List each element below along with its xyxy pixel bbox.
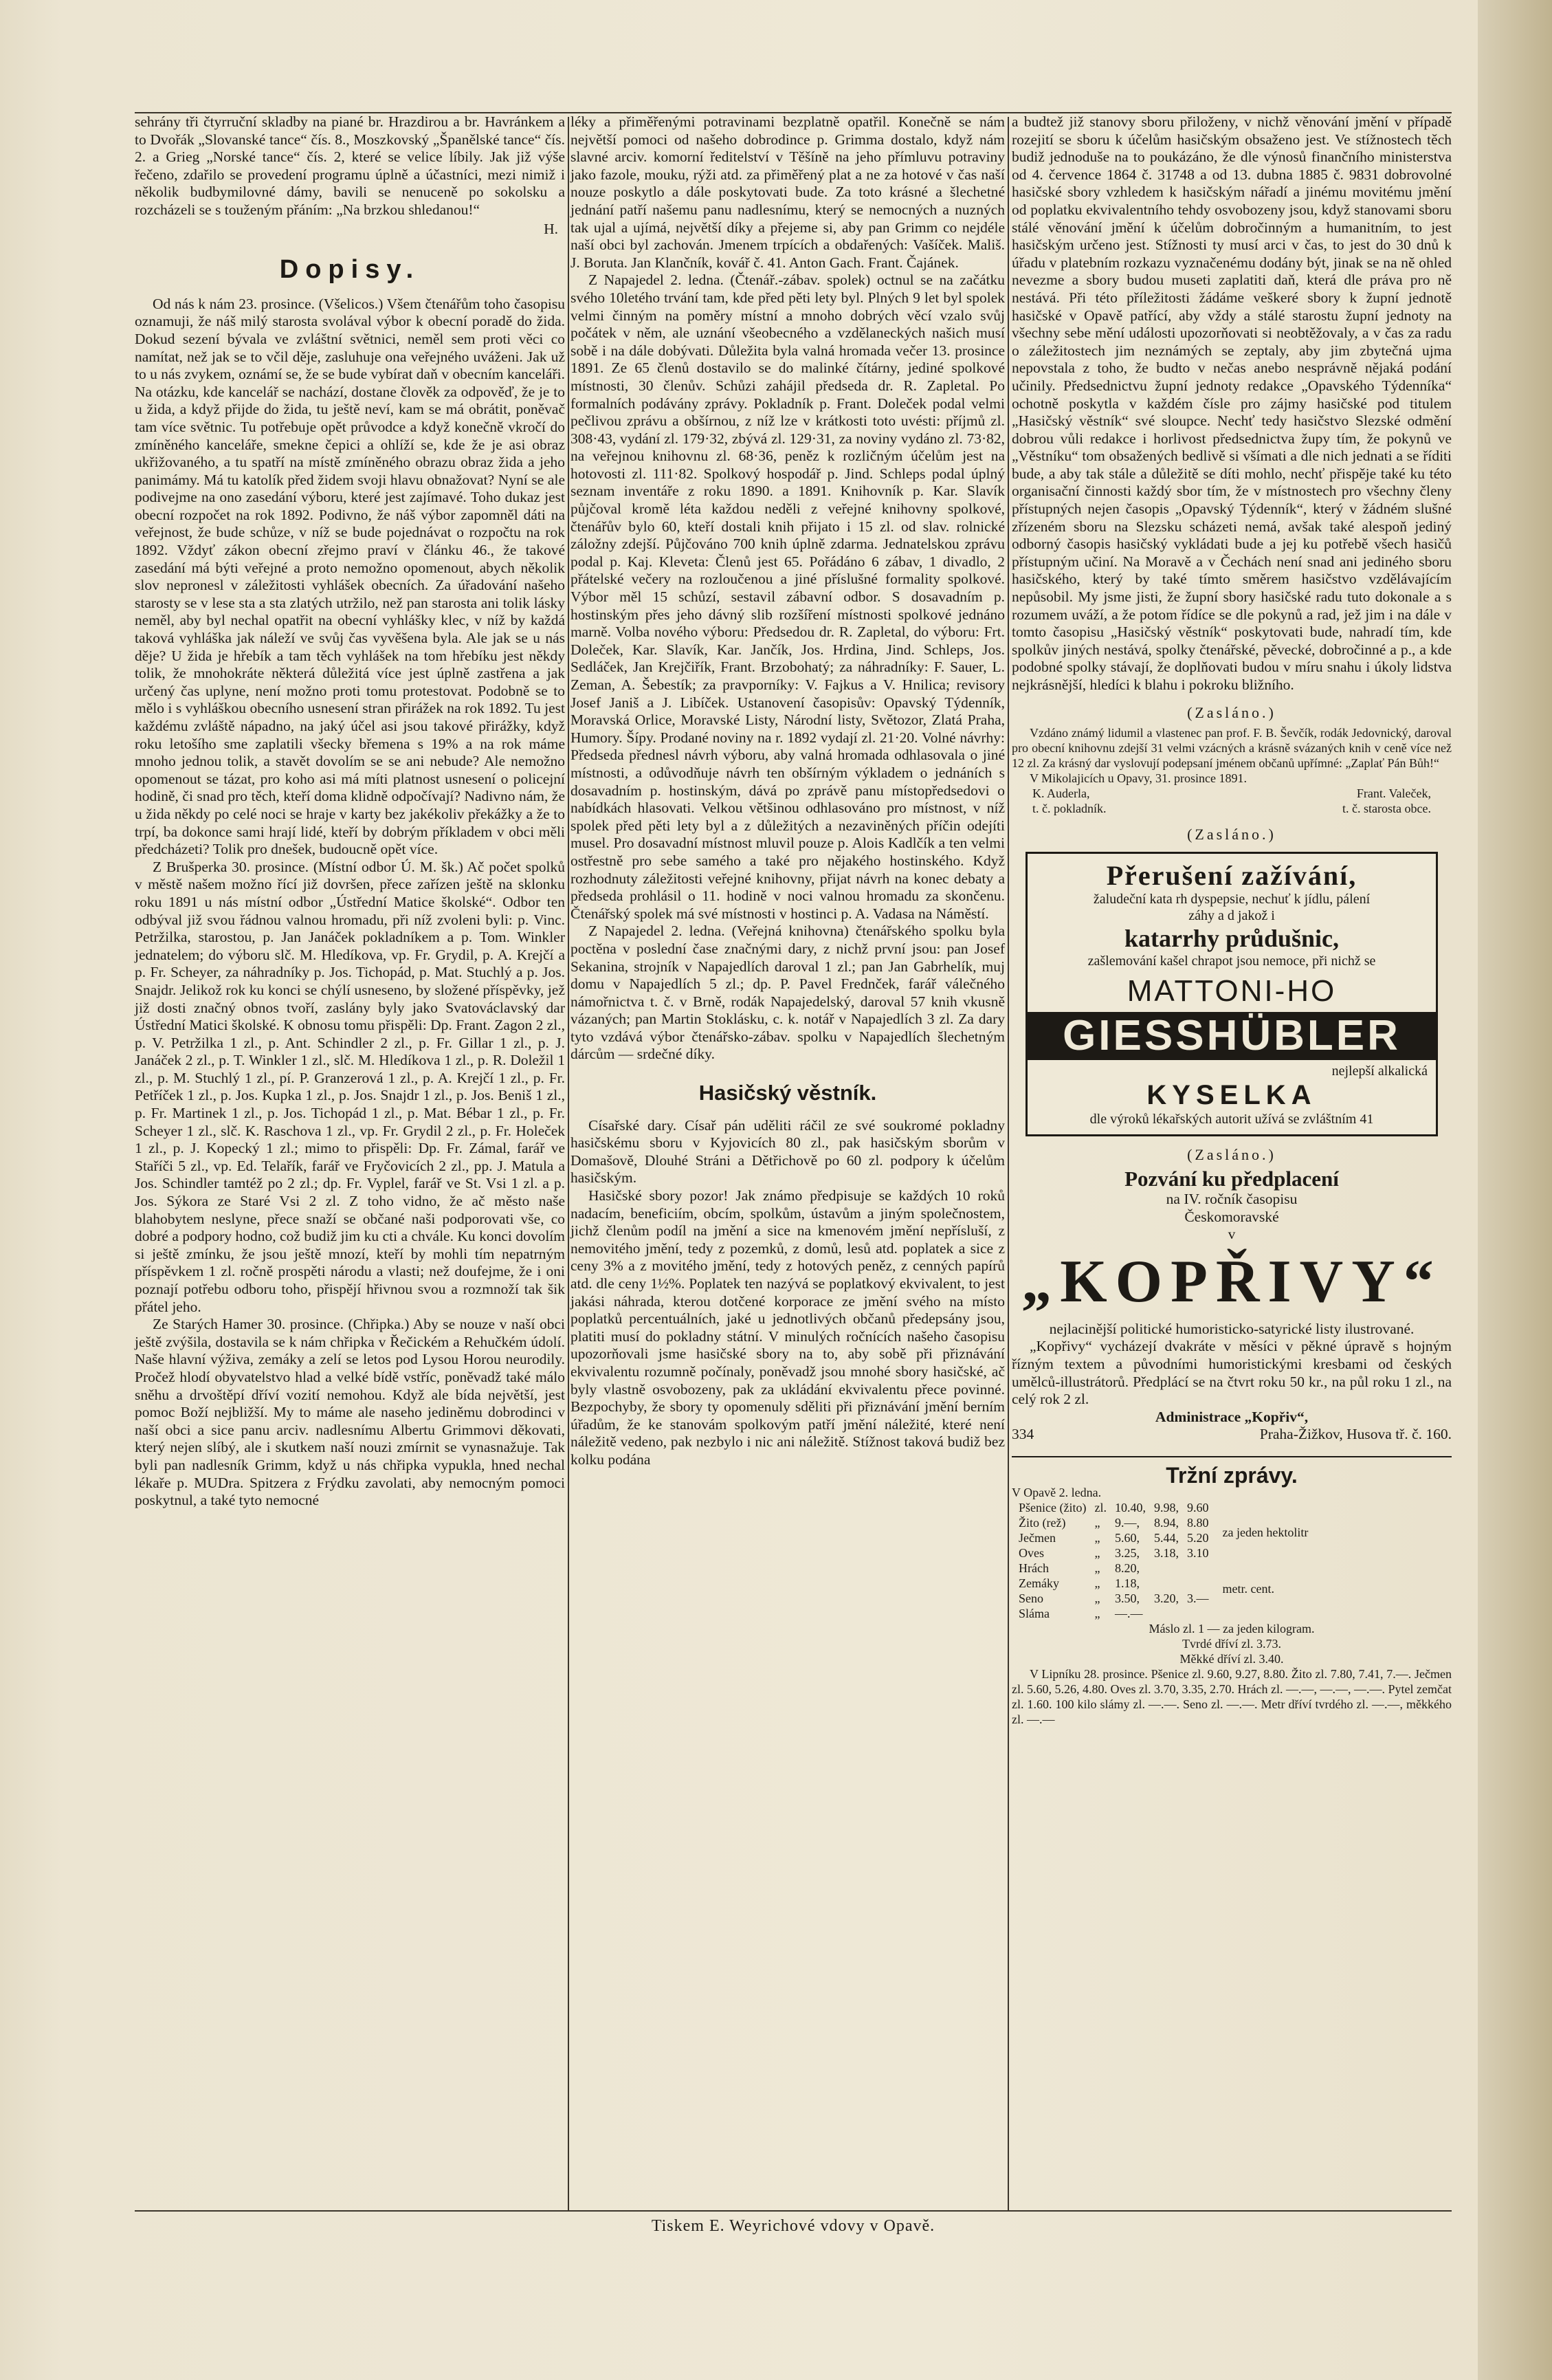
column-1 (135, 113, 565, 1510)
imprint-rule (135, 2210, 1452, 2212)
market-place-1: V Opavě 2. ledna. (1012, 1485, 1102, 1499)
market-cell-c (1183, 1576, 1213, 1591)
kopriva-ad-number: 334 (1012, 1426, 1034, 1443)
letter-od-nas: Od nás k nám 23. prosince. (Všelicos.) Všem čtenářům toho časopisu oznamuji, že náš milý starosta svolával výbor k obecní poradě do žida. Dokud sezení bývala ve zvláštní světnici, neměl sem proti věci co namítat, než jak se to včil děje, zasluhuje ona veřejného uváženi. Jak už to u nás zvykem, oznámí se, že se bude vybírat daň v obecním kanceláři. Na otázku, kde kancelář se nachází, dostane člověk za odpověď, že je to u žida, a když přijde do žida, tu ještě neví, kam se má obrátit, poněvač tam více světnic. Tu potřebuje opět průvodce a když konečně vkročí do zmíněného kanceláře, smekne čepici a ohlíží se, kde že je asi obraz ukřižovaného, a tu spatří na místě zmíněného obrazu obraz žida a jeho panimámy. Má tu katolík před židem svoji hlavu obnažovat? Nyní se ale podivejme na ono zasedání výboru, které jest zajímavé. Toho dukaz jest obecní rozpočet na rok 1892. Podivno, že náš výbor zapomněl dáti na veřejnost, že bude schůze, v níž se bude pojednávat o rozpočtu na rok 1892. Vždyť zákon obecní zřejmo praví v článku 46., že takové zasedání má býti veřejné a proto nemožno opomenout, abych několik slov nepronesl v záležitosti vyhlášek obecních. Za úřadování našeho starosty se v lese sta a sta zlatých utržilo, než pan starosta ani tolik lásky neměl, aby byl nechal opatřit na obecní vyhlášky klec, v níž by každá taková vyhláška jak náleží ve svůj čas vyvěšena byla. Ale jak se u nás děje? U žida je hřebík a tam těch vyhlášek na tom hřebíku jest někdy tolik, že mnohokráte některá důležitá více jest úplně zastřena a jak určený čas uplyne, není možno proti tomu protestovat. Podobně se to mělo i s vyhláškou obecního usnesení stran přirážek na rok 1892. Tu jest každému zvláště nápadno, na jaký účel asi jsou takové přirážky, když roku letošího sme zaplatili všecky břemena s 19% a na rok máme mnoho jednou tolik, a stavět dovolím se se ani nebude? Ale nemožno opomenout se tázat, pro koho asi má míti platnost usnesení o policejní hodině, či snad pro těch, kteří doma klidně odpočívají? Nadivno nám, že u žida někdy po celé noci se hraje v karty bez jakékoliv překážky a že to trpí, ba dokonce sami hrají lidé, kteří by dobrým příkladem v obci měli předcházeti? Tolik pro dnešek, budoucně opět více. (135, 295, 565, 858)
ad-footer (1036, 1111, 1428, 1127)
sig-right-role: t. č. starosta obce. (1342, 802, 1431, 816)
ad-line-2: záhy a d jakož i (1188, 907, 1275, 923)
sig-left-role: t. č. pokladník. (1032, 802, 1107, 816)
mattoni-advertisement (1026, 852, 1438, 1136)
market-cell-unit: „ (1094, 1515, 1100, 1530)
market-cell-b: 3.20, (1153, 1591, 1179, 1605)
kopriva-admin: Administrace „Kopřiv“, (1155, 1408, 1309, 1425)
kopriva-line-3: v (1228, 1226, 1236, 1243)
market-cell-b: 8.94, (1153, 1515, 1179, 1530)
kopriva-text: „Kopřivy“ vycházejí dvakráte v měsíci v pěkné úpravě s hojným řízným textem a původními humoristickými kresbami od českých umělců-illustrátorů. Předplácí se na čtvrt roku 50 kr., na půl roku 1 zl., na celý rok 2 zl. (1012, 1338, 1452, 1408)
page-fold-shadow (1478, 0, 1552, 2380)
column-3 (1012, 113, 1452, 1727)
market-row (1015, 1561, 1212, 1576)
market-cell-name: Zemáky (1019, 1576, 1059, 1590)
market-cell-unit: „ (1094, 1561, 1100, 1575)
market-cell-c (1183, 1561, 1213, 1576)
market-row (1015, 1530, 1212, 1545)
market-cell-a: 8.20, (1114, 1561, 1140, 1575)
market-row (1015, 1515, 1212, 1530)
concert-report-end: sehrány tři čtyrruční skladby na piané br. Hrazdirou a br. Havránkem a to Dvořák „Slovanské tance“ čís. 8., Moszkovský „Španělské tance“ čís. 2. a Grieg „Norské tance“ čís. 2, které se velice líbily. Jak již výše řečeno, zdařilo se provedení programu úplně a účastníci, mezi nimiž i několik budbymilovné dámy, bavili se nenuceně po sokolsku a rozcházeli se s touženým přáním: „Na brzkou shledanou!“ (135, 113, 565, 218)
market-cell-b (1150, 1606, 1183, 1621)
market-table-wrap (1012, 1500, 1452, 1621)
letter-napajedla-knihovna: Z Napajedel 2. ledna. (Veřejná knihovna) čtenářského spolku byla poctěna v poslední čase značnými dary, z nichž první jsou: pan Josef Sekanina, strojník v Napajedlích daroval 1 zl.; pan Jan Gabrhelík, muj domu v Napajedlích 5 zl.; dp. P. Pavel Frednček, farář válečného námořnictva t. č. v Brně, rodák Napajedelský, daroval 57 knih vkusně vázaných; pan Martin Stoklásku, c. k. notář v Napajedlích 3 zl. Za dary tyto vzdává výbor čtenářsko-zábav. spolku v Napajedlích šlechetným dárcům — srdečné díky. (570, 923, 1005, 1063)
zaslano-heading-1: (Zasláno.) (1187, 703, 1276, 721)
column-rule-2 (1008, 117, 1009, 2210)
market-cell-unit: zl. (1094, 1500, 1107, 1514)
ad-line-3: zašlemování kašel chrapot jsou nemoce, při nichž se (1087, 953, 1376, 969)
market-cell-name: Ječmen (1019, 1530, 1056, 1545)
market-cell-name: Oves (1019, 1545, 1044, 1560)
market-cell-c: 3.— (1186, 1591, 1209, 1605)
sig-right-name: Frant. Valeček, (1356, 786, 1431, 801)
market-row (1015, 1591, 1212, 1606)
printer-imprint: Tiskem E. Weyrichové vdovy v Opavě. (651, 2217, 935, 2235)
market-row (1015, 1576, 1212, 1591)
market-butter: Máslo zl. 1 — za jeden kilogram. (1149, 1621, 1315, 1635)
market-row (1015, 1545, 1212, 1561)
kopriva-line-2: Českomoravské (1184, 1208, 1279, 1225)
ad-giesshubler: GIESSHÜBLER (1028, 1012, 1436, 1060)
market-cell-a: 1.18, (1114, 1576, 1140, 1590)
zaslano-heading-2: (Zasláno.) (1187, 826, 1276, 844)
market-row (1015, 1500, 1212, 1515)
zaslano-1-place: V Mikolajicích u Opavy, 31. prosince 1891. (1030, 771, 1247, 786)
firefighters-notice: Hasičské sbory pozor! Jak známo předpisuje se každých 10 roků nadacím, beneficiím, obcím, spolkům, ústavům a jiným společnostem, jichž členům podíl na jmění a sice na kmenovém jmění nepřísluší, z nemovitého jmění, tedy z pozemků, z domů, lesů atd. poplatek a sice z ceny 3% a z movitého jmění, tedy z hotových peněz, z cenných papírů atd. dle ceny 1½%. Poplatek ten nazývá se poplatkový ekvivalent, to jest jakási náhrada, kterou dotčené korporace ze jmění svého na místo poplatků percentuálních, jaké u jednotlivých občanů předepsány jsou, platiti musí do pokladny státní. V minulých ročnících našeho časopisu upozorňovali jsme hasičské sbory na to, aby sobě při přiznávání ekvivalentu rozumně počínaly, poněvadž jsou mnohé sbory hasičské, ač byly vlastně osvobozeny, pak za ukládání ekvivalentu přece povinné. Bezpochyby, že sbory ty opomenuly sděliti při přiznávání jmění berním úřadům, že ke stanovám spolkovým patří jmění náležité, které není náležitě vedeno, pak nezbylo i nic ani náležitě. Stížnost taková budiž bez kolku podána (570, 1187, 1005, 1468)
market-cell-a: 3.25, (1114, 1545, 1140, 1560)
letter-stare-hamry: Ze Starých Hamer 30. prosince. (Chřipka.) Aby se nouze v naší obci ještě zvýšila, dostavila se k nám chřipka v Řečickém a Rehučkém údolí. Naše hlavní výživa, zemáky a zelí se letos pod Lysou Horou neurodily. Pročež hlodí obyvatelstvo hlad a velké bídě vstříc, poněvadž také málo sněhu a drvoštěpí dříví vozití nemohou. Když ale bída největší, jest pomoc Boží nejbližší. My to máme ale naseho jediněmu dobrodinci v naší obci a sice panu arciv. nadlesnímu Albertu Grimmovi děkovati, který nejen slíbý, ale i skutkem naší nouzi zmírnit se vynasnažuje. Tak byli pan nadlesník Grimm, když u nás chřipka vypukla, hned nechal lékaře p. MUDra. Spitzera z Frýdku zavolati, aby nemocným pomoci poskytnul, a také tyto nemocné (135, 1316, 565, 1509)
market-cell-b: 5.44, (1153, 1530, 1179, 1545)
market-heading: Tržní zprávy. (1012, 1456, 1452, 1485)
market-cell-a: 3.50, (1114, 1591, 1140, 1605)
column-rule-1 (568, 117, 569, 2210)
imperial-gifts: Císařské dary. Císař pán uděliti ráčil ze své soukromé pokladny hasičskému sboru v Kyjovicích 80 zl., pak hasičským sborům v Domašově, Dlouhé Stráni a Dětřichově po 60 zl. podpory k účelům hasičským. (570, 1116, 1005, 1187)
market-cell-b: 9.98, (1153, 1500, 1179, 1514)
market-cell-c: 5.20 (1186, 1530, 1209, 1545)
market-row (1015, 1606, 1212, 1621)
market-cell-name: Hrách (1019, 1561, 1049, 1575)
market-cell-a: 5.60, (1114, 1530, 1140, 1545)
market-cell-name: Pšenice (žito) (1019, 1500, 1087, 1514)
market-cell-b (1150, 1561, 1183, 1576)
ad-brand: MATTONI-HO (1127, 973, 1337, 1008)
zaslano-1-signatures (1012, 786, 1452, 801)
market-cell-name: Sláma (1019, 1606, 1050, 1620)
section-heading-firefighters: Hasičský věstník. (698, 1081, 877, 1105)
market-softwood: Měkké dříví zl. 3.40. (1179, 1651, 1284, 1666)
market-cell-unit: „ (1094, 1545, 1100, 1560)
kopriva-logo: „KOPŘIVY“ (1021, 1248, 1442, 1315)
letter-brusperk: Z Brušperka 30. prosince. (Místní odbor Ú. M. šk.) Ač počet spolků v městě našem možno řící již dovršen, přece zařízen ještě na sklonku roku 1891 u nás místní odbor „Ústřední Matice školské“. Odbor ten odbýval již svou řádnou valnou hromadu, při níž zvoleni byli: p. Vinc. Petržilka, starostou, p. Jan Janáček pokladníkem a p. Tom. Winkler jednatelem; do výboru slč. M. Hledíkova, vp. Fr. Grydil, p. A. Krejčí a p. Fr. Scheyer, za náhradníky p. Jos. Tichopád, p. Mat. Stuchlý a p. Jos. Snajdr. Jelikož rok ku konci se chýlí usneseno, by složené příspěvky, jež již dosti značný obnos tvoří, zaslány byly jako Svatováclavský dar Ústřední Matici školské. K obnosu tomu přispěli: Dp. Frant. Zagon 2 zl., p. V. Petržilka 1 zl., p. Ant. Schindler 2 zl., p. Fr. Gillar 1 zl., p. J. Janáček 2 zl., p. T. Winkler 1 zl., slč. M. Hledíkova 1 zl., p. R. Doležil 1 zl., p. M. Stuchlý 1 zl., pí. P. Granzerová 1 zl., p. A. Krejčí 1 zl., p. Fr. Petříček 1 zl., p. Jos. Kupka 1 zl., p. Jos. Snajdr 1 zl., p. Jos. Beniš 1 zl., p. Fr. Martinek 1 zl., p. Jos. Tichopád 1 zl., p. Mat. Bébar 1 zl., p. Fr. Scheyer 1 zl., slč. K. Raschova 1 zl., vp. Fr. Grydil 2 zl., p. Fr. Holeček 1 zl., p. J. Kopecký 1 zl.; mimo to přispěli: Dp. Fr. Zámal, farář ve Staříči 5 zl., vp. Ed. Telařík, farář ve Fryčovicích 2 zl., pp. J. Matula a Jos. Schindler tamtéž po 2 zl.; dp. Fr. Vyplel, farář ve St. Vsi 1 zl. a p. Jos. Sýkora ze Staré Vsi 2 zl. Z toho vidno, že ač město naše blahobytem neslyne, přece snaží se občané naši podporovati vše, co dobré a podpory hodno, což budiž jim ku cti a chvále. Ku konci dovolím si ještě zmínku, že jsou ještě mnozí, kteří by mohli tím nepatrným příspěvkem 1 zl. ročně prospěti národu a vlasti; než doufejme, že i oni poznají potřebu odboru toho, přispějí hřivnou svou a rozmnoží tak šik přátel jeho. (135, 858, 565, 1315)
market-cell-unit: „ (1094, 1606, 1100, 1620)
market-cell-c: 9.60 (1186, 1500, 1209, 1514)
ad-line-1: žaludeční kata rh dyspepsie, nechuť k jídlu, pálení (1093, 891, 1371, 907)
firefighters-notice-cont: a budtež již stanovy sboru přiloženy, v nichž věnování jmění v případě rozejití se sboru k účelům hasičským obsaženo jest. Ve stížnostech těch budiž jednoduše na to poukázáno, že dle výnosů finančního ministerstva od 4. července 1864 č. 31748 a od 13. dubna 1885 č. 9831 dobrovolné hasičské sbory vzhledem k hasičským nářadí a jinému movitému jmění od poplatku ekvivalentního tehdy osvobozeny jsou, když stanovami sboru stálé věnování jmění k účelům dobročinným a humanitním, to jest hasičským určeno jest. Stížnosti ty musí arci v čas, to jest do 30 dnů k úřadu v platebním rozkazu vyznačenému dodány být, jinak se na ně ohled nevezme a sbory budou museti zaplatiti daň, která dle práva pro ně nestává. Při této příležitosti žádáme veškeré sbory k župní jednotě hasičské v Opavě patřící, aby vždy a stálé starostu župní jednoty na všechny sebe mění události upozorňovati si neobtěžovaly, a v čas za radu o záležitostech jim neznámých se zeptaly, aby jim zbytečná ujma nepovstala z toho, že budto v nečas anebo nesprávně nějaká podání učinily. Předsednictvu župní jednoty redakce „Opavského Týdenníka“ ochotně poskytla v každém čísle pro zájmy hasičské pod titulem „Hasičský věstník“ své sloupce. Nechť tedy hasičstvo Slezské odmění dobrou vůli redakce i horlivost předsednictva župy tím, že pokynů ve „Věstníku“ tom obsažených bedlivě si všímati a dle nich jednati a se říditi bude, a aby tak stále a důležitě se díti mohlo, nechť přispěje také ku této organisační činnosti každý sbor tím, že v místnostech pro všechny členy přístupných nejen časopis „Opavský Týdenník“, který v žádném slušné zřízeném sboru na Slezsku scházeti nemá, avšak také alespoň jediný odborný časopis hasičský vykládati bude a jej ku potřebě všech hasičů přístupným učiní. Na Moravě a v Čechách není snad ani jediného sboru hasičského, který by také tímto směrem hasičstvo vzdělávajícím nepůsobil. My jsme jisti, že župní sbory hasičské radu tuto dokonale a s rozumem uváží, a že potom řídíce se dle pokynů a rad, jež jim i na dále v tomto časopisu „Hasičský věstník“ poskytovati bude, nahradí tím, kde spolkův jiných nestává, spolky čtenářské, pěvecké, dobročinné a p., a kde podobné spolky stávají, že doplňovati budou v míru snahu i úkoly lidstva nejkrásnější, hledíci k blahu i pokroku bližního. (1012, 113, 1452, 693)
market-units (1222, 1525, 1308, 1596)
signature: H. (544, 220, 558, 237)
column-2 (570, 113, 1005, 1469)
zaslano-heading-3: (Zasláno.) (1187, 1145, 1276, 1163)
kopriva-line-4: nejlacinější politické humoristicko-satyrické listy ilustrované. (1049, 1320, 1415, 1337)
kopriva-title: Pozvání ku předplacení (1124, 1167, 1339, 1191)
letter-stare-hamry-cont: léky a přiměřenými potravinami bezplatně opatřil. Konečně se nám největší pomoci od našeho dobrodince p. Grimma dostalo, když nám slavné arciv. komorní ředitelství v Těšíně na jeho přímluvu potraviny jako fazole, mouku, rýži atd. za přiměřený plat a ne za hotové v čas naší nouze poskytlo a dále poskytovati bude. Za toto krásné a šlechetné jednání patří našemu panu nadlesnímu, který se nemocných a nuzných tak ujal a ujímá, největší díky a přejeme si, aby pan Grimm co nejdéle naší obci byl zachován. Jmenem trpících a obdařených: Vašíček. Mališ. J. Boruta. Jan Klančník, kovář č. 41. Anton Gach. Frant. Čajánek. (570, 113, 1005, 271)
letter-napajedla-spolek: Z Napajedel 2. ledna. (Čtenář.-zábav. spolek) octnul se na začátku svého 10letého trvání tam, kde před pěti lety byl. Plných 9 let byl spolek velmi činným na poměry místní a mnoho dobrých věcí vzalo svůj počátek v něm, ale uznání všeobecného a vzdělaneckých našich musí sobě i na dále dobývati. Důležita byla valná hromada večer 13. prosince 1891. Ze 65 členů dostavilo se do malinké čítárny, jediné spolkové místnosti, 30 členův. Schůzi zahájil předseda dr. R. Zapletal. Po formalních podávány zprávy. Pokladník p. Frant. Doleček podal velmi pečlivou zprávu a obšírnou, z níž lze v krátkosti toto uvésti: příjmů zl. 308·43, vydání zl. 179·32, zbývá zl. 129·31, za noviny vydáno zl. 73·82, na veřejnou knihovnu zl. 68·36, peněz k rozličným účelům jest na hotovosti zl. 111·82. Spolkový hospodář p. Jind. Schleps podal úplný seznam inventáře z roku 1890. a 1891. Knihovník p. Kar. Slavík půjčoval kromě léta každou neděli z veřejné knihovny spolkové, čtenářův bylo 60, kteří dostali knih přijato i 15 zl. od slav. rolnické záložny zdejší. Půjčováno 700 knih úplně zdarma. Jednatelskou zprávu podal p. Kaj. Kleveta: Členů jest 65. Pořádáno 6 zábav, 1 divadlo, 2 přátelské večery na rozloučenou a jiné příslušné formality spolkové. Výbor měl 15 schůzí, sestavil zábavní odbor. S dosavadním p. hostinským přes jeho dávný slib rozšíření místnosti spolkové jednáno marně. Volba nového výboru: Předsedou dr. R. Zapletal, do výboru: Frt. Doleček, Kar. Slavík, Kar. Jančík, Jos. Hrdina, Jind. Schleps, Jos. Sedláček, Jan Krejčiřík, Frant. Brzobohatý; za náhradníky: F. Sauer, L. Zeman, A. Šebestík; za pravporníky: V. Fajkus a V. Hnilica; revisory Josef Janiš a J. Libíček. Ustanovení časopisův: Opavský Týdenník, Moravská Orlice, Moravské Listy, Národní listy, Světozor, Zlatá Praha, Humory. Šípy. Prodané noviny na r. 1892 vydají zl. 21·20. Volné návrhy: Předseda přednesl návrh výboru, aby valná hromada odhlasovala o jiné místnosti, a odůvodňuje návrh ten obšírným výkladem o jednáních s dosavadním p. hostinským, dává po zprávě panu místopředsedovi o nabídkách hlasovati. Velkou většinou odhlasováno pro místnost, v níž spolek před pěti lety byl a z důležitých a nezaviněných příčin odejíti musel. Pro dosavadní místnost mluvil pouze p. Alois Kadlčík a ten velmi ostřestně pro sebe samého a také pro nějakého hostinského. Když rozhodnuty záležitosti veřejné knihovny, přijat návrh na konec debaty a předseda prohlásil o 11. hodině v noci valnou hromadu za skončenu. Čtenářský spolek má své místnosti v hostinci p. A. Vadasa na Náměstí. (570, 272, 1005, 922)
market-cell-name: Seno (1019, 1591, 1043, 1605)
ad-big-line: katarrhy průdušnic, (1124, 924, 1340, 952)
market-cell-b: 3.18, (1153, 1545, 1179, 1560)
ad-kyselka: KYSELKA (1146, 1079, 1317, 1110)
ad-title: Přerušení zažívání, (1106, 859, 1357, 891)
kopriva-address-row (1012, 1426, 1452, 1444)
market-cell-unit: „ (1094, 1530, 1100, 1545)
market-cell-a: 9.—, (1114, 1515, 1140, 1530)
ad-number: 41 (1360, 1111, 1374, 1127)
zaslano-1-roles (1012, 801, 1452, 816)
market-cell-c (1183, 1606, 1213, 1621)
section-heading-letters: Dopisy. (279, 255, 421, 285)
market-cell-a: —.— (1114, 1606, 1143, 1620)
market-hardwood: Tvrdé dříví zl. 3.73. (1182, 1636, 1281, 1651)
market-cell-a: 10.40, (1114, 1500, 1146, 1514)
kopriva-address: Praha-Žižkov, Husova tř. č. 160. (1259, 1426, 1452, 1443)
sig-left-name: K. Auderla, (1032, 786, 1090, 801)
market-cell-name: Žito (rež) (1019, 1515, 1066, 1530)
market-lipnik: V Lipníku 28. prosince. Pšenice zl. 9.60, 9.27, 8.80. Žito zl. 7.80, 7.41, 7.—. Ječmen zl. 5.60, 5.26, 4.80. Oves zl. 3.70, 3.35, 2.70. Hrách zl. —.—, —.—, —.—. Pytel zemčat zl. 1.60. 100 kilo slámy zl. —.—. Seno zl. —.—. Metr dříví tvrdého zl. —.—, měkkého zl. —.— (1012, 1666, 1452, 1726)
ad-footer-text: dle výroků lékařských autorit užívá se zvláštním (1089, 1111, 1357, 1127)
market-brace-1: za jeden hektolitr (1222, 1525, 1309, 1539)
market-cell-unit: „ (1094, 1591, 1100, 1605)
zaslano-1-text: Vzdáno známý lidumil a vlastenec pan prof. F. B. Ševčík, rodák Jedovnický, daroval pro obecní knihovnu zdejší 31 velmi vzácných a krásně svázaných knih v ceně více než 12 zl. Za krásný dar vyslovují podepsaní jménem občanů upřímné: „Zaplať Pán Bůh!“ (1012, 726, 1452, 771)
market-cell-unit: „ (1094, 1576, 1100, 1590)
market-brace-2: metr. cent. (1222, 1581, 1274, 1596)
market-cell-c: 3.10 (1186, 1545, 1209, 1560)
market-table (1015, 1500, 1212, 1621)
market-cell-b (1150, 1576, 1183, 1591)
market-cell-c: 8.80 (1186, 1515, 1209, 1530)
ad-subline: nejlepší alkalická (1331, 1063, 1428, 1079)
kopriva-line-1: na IV. ročník časopisu (1166, 1190, 1298, 1207)
